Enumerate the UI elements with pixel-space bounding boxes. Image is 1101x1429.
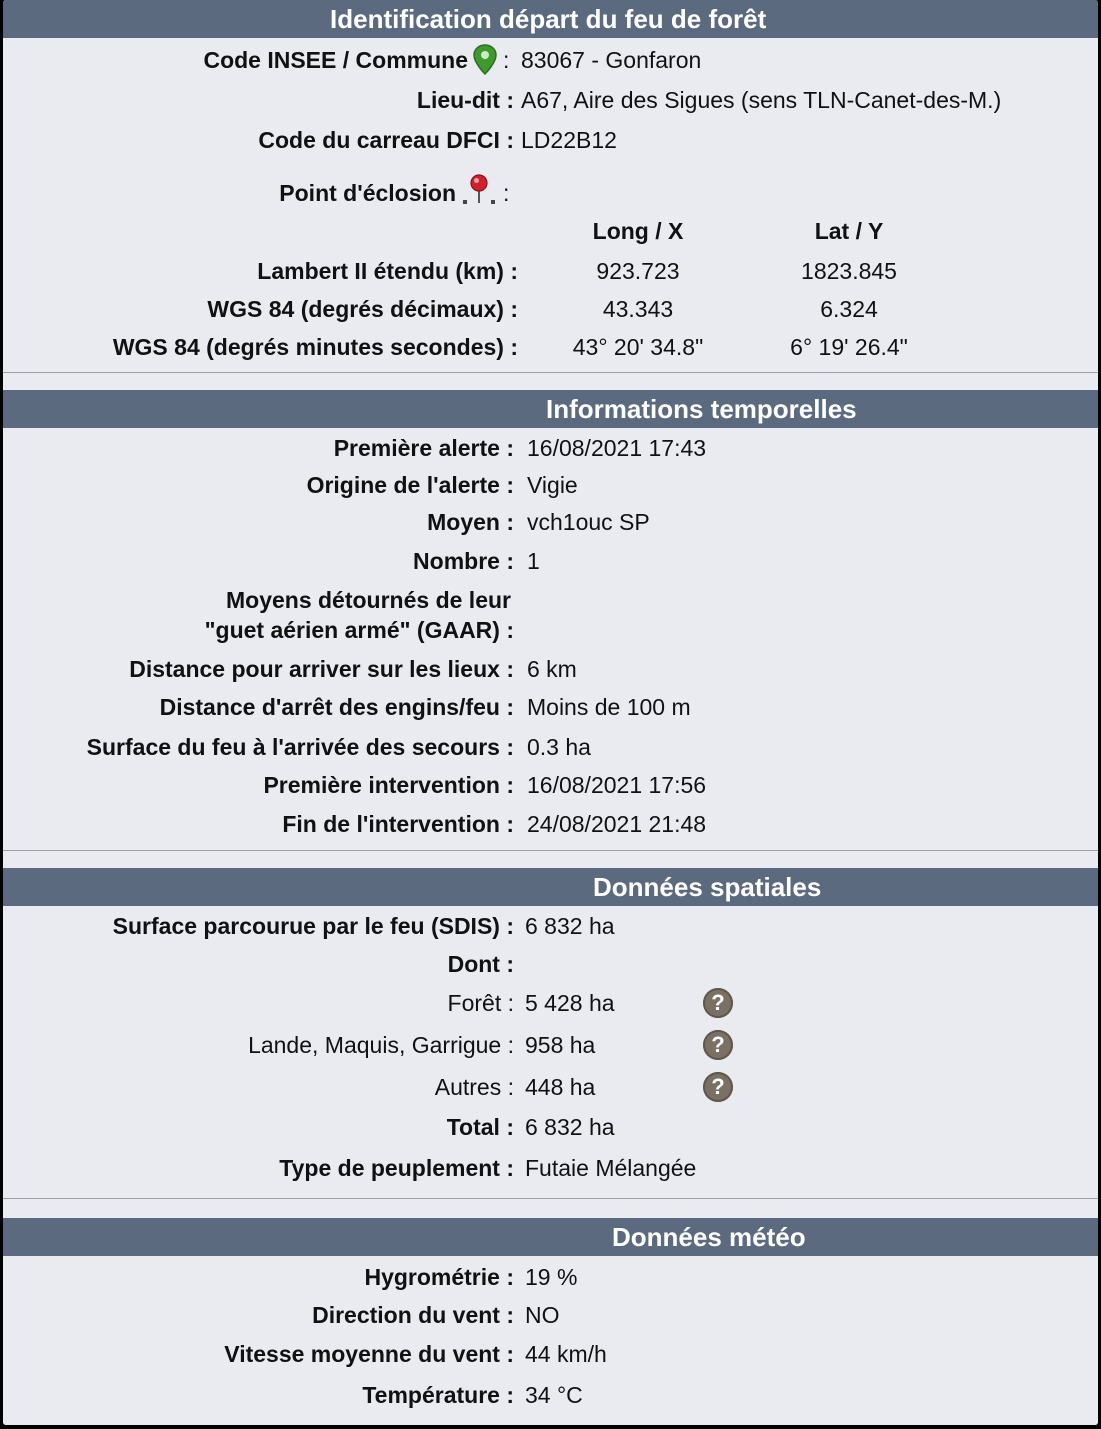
- help-circle-icon[interactable]: ?: [703, 1072, 733, 1102]
- temperature-value: 34 °C: [525, 1382, 583, 1408]
- lambert-y: 1823.845: [801, 258, 897, 284]
- section-header: [3, 0, 1098, 38]
- section-spatiales: [3, 868, 1098, 1199]
- lieu-dit-label: Lieu-dit :: [416, 87, 514, 113]
- distance-arret-value: Moins de 100 m: [527, 694, 691, 720]
- lande-label: Lande, Maquis, Garrigue :: [248, 1032, 514, 1058]
- carreau-label: Code du carreau DFCI :: [258, 127, 514, 153]
- lambert-x: 923.723: [596, 258, 680, 284]
- section-title: Informations temporelles: [546, 394, 857, 424]
- carreau-value: LD22B12: [521, 127, 617, 153]
- hygrometrie-value: 19 %: [525, 1264, 578, 1290]
- code-insee-value: 83067 - Gonfaron: [521, 47, 702, 73]
- origine-alerte-label: Origine de l'alerte :: [306, 472, 514, 498]
- eclosion-label: Point d'éclosion: [279, 180, 456, 206]
- lieu-dit-value: A67, Aire des Sigues (sens TLN-Canet-des-M.): [521, 87, 1002, 113]
- distance-arret-label: Distance d'arrêt des engins/feu :: [159, 694, 514, 720]
- fin-intervention-label: Fin de l'intervention :: [282, 811, 514, 837]
- vitesse-vent-label: Vitesse moyenne du vent :: [224, 1341, 514, 1367]
- foret-label: Forêt :: [447, 990, 514, 1016]
- section-header: [3, 390, 1098, 428]
- lambert-label: Lambert II étendu (km) :: [257, 258, 518, 284]
- section-title: Données spatiales: [593, 872, 822, 902]
- section-title: Identification départ du feu de forêt: [330, 4, 767, 34]
- total-label: Total :: [446, 1114, 514, 1140]
- surface-parcourue-label: Surface parcourue par le feu (SDIS) :: [112, 913, 514, 939]
- gaar-label-line2: "guet aérien armé" (GAAR) :: [204, 617, 514, 643]
- surface-parcourue-value: 6 832 ha: [525, 913, 615, 939]
- foret-value: 5 428 ha: [525, 990, 615, 1016]
- moyen-label: Moyen :: [427, 509, 514, 535]
- col-long-header: Long / X: [592, 218, 684, 244]
- colon: :: [503, 47, 510, 73]
- gaar-label-line1: Moyens détournés de leur: [225, 587, 511, 613]
- fin-intervention-value: 24/08/2021 21:48: [527, 811, 707, 837]
- map-pin-red-icon[interactable]: [461, 172, 497, 206]
- section-identification: [3, 0, 1098, 373]
- map-pin-green-icon[interactable]: [470, 43, 500, 77]
- surface-arrivee-label: Surface du feu à l'arrivée des secours :: [86, 734, 514, 760]
- vitesse-vent-value: 44 km/h: [525, 1341, 607, 1367]
- section-header: [3, 868, 1098, 906]
- wgs-dms-label: WGS 84 (degrés minutes secondes) :: [112, 334, 518, 360]
- surface-arrivee-value: 0.3 ha: [527, 734, 591, 760]
- distance-lieux-value: 6 km: [527, 656, 577, 682]
- direction-vent-label: Direction du vent :: [312, 1302, 514, 1328]
- distance-lieux-label: Distance pour arriver sur les lieux :: [129, 656, 514, 682]
- hygrometrie-label: Hygrométrie :: [364, 1264, 514, 1290]
- peuplement-label: Type de peuplement :: [279, 1155, 514, 1181]
- section-temporelles: [3, 390, 1098, 851]
- code-insee-label: Code INSEE / Commune: [203, 47, 468, 73]
- wgs-dec-y: 6.324: [820, 296, 878, 322]
- autres-value: 448 ha: [525, 1074, 596, 1100]
- colon: :: [503, 180, 510, 206]
- moyen-value: vch1ouc SP: [527, 509, 650, 535]
- dont-label: Dont :: [447, 951, 514, 977]
- nombre-value: 1: [527, 548, 540, 574]
- total-value: 6 832 ha: [525, 1114, 615, 1140]
- peuplement-value: Futaie Mélangée: [525, 1155, 697, 1181]
- col-lat-header: Lat / Y: [814, 218, 884, 244]
- autres-label: Autres :: [434, 1074, 514, 1100]
- lande-value: 958 ha: [525, 1032, 596, 1058]
- wgs-dec-x: 43.343: [602, 296, 674, 322]
- temperature-label: Température :: [362, 1382, 514, 1408]
- wgs-dms-y: 6° 19' 26.4": [790, 334, 908, 360]
- section-title: Données météo: [612, 1222, 806, 1252]
- wgs-dms-x: 43° 20' 34.8": [572, 334, 704, 360]
- nombre-label: Nombre :: [413, 548, 514, 574]
- help-circle-icon[interactable]: ?: [703, 1030, 733, 1060]
- help-circle-icon[interactable]: ?: [703, 988, 733, 1018]
- wgs-dec-label: WGS 84 (degrés décimaux) :: [207, 296, 518, 322]
- origine-alerte-value: Vigie: [527, 472, 578, 498]
- premiere-alerte-label: Première alerte :: [333, 435, 514, 461]
- section-header: [3, 1218, 1098, 1256]
- premiere-alerte-value: 16/08/2021 17:43: [527, 435, 707, 461]
- direction-vent-value: NO: [525, 1302, 560, 1328]
- premiere-intervention-value: 16/08/2021 17:56: [527, 772, 707, 798]
- fire-report-panel: [3, 0, 1098, 1425]
- section-meteo: [3, 1218, 1098, 1425]
- premiere-intervention-label: Première intervention :: [263, 772, 514, 798]
